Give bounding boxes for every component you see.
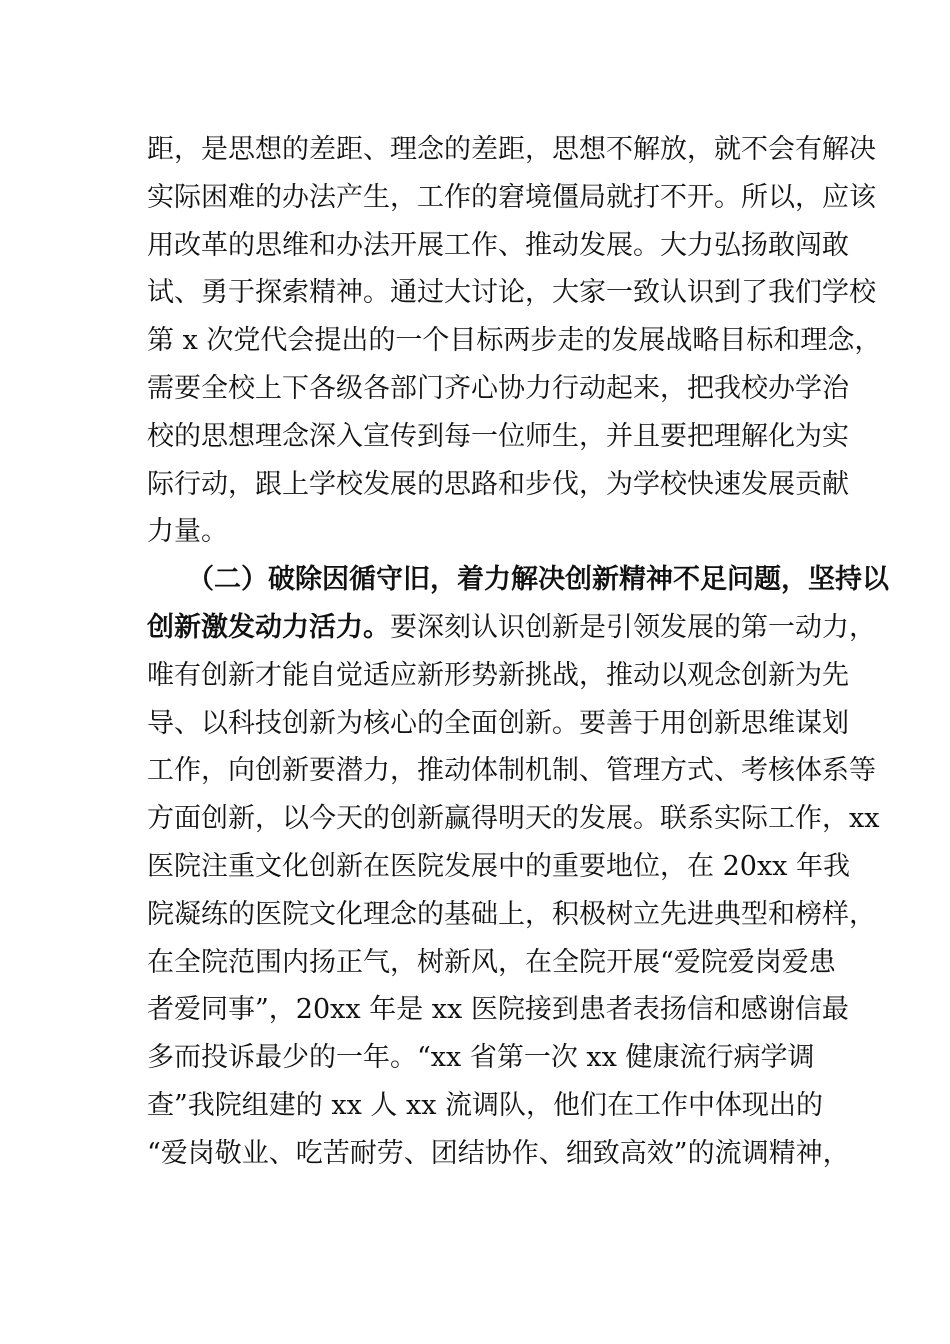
text-line: 第 x 次党代会提出的一个目标两步走的发展战略目标和理念， xyxy=(147,325,882,357)
text-line: 院凝练的医院文化理念的基础上，积极树立先进典型和榜样， xyxy=(147,898,876,930)
paragraph-2 xyxy=(147,556,889,1177)
text-line: 校的思想理念深入宣传到每一位师生，并且要把理解化为实 xyxy=(147,420,849,452)
section-heading-continued: 创新激发动力活力。 xyxy=(147,611,390,643)
text-line: 需要全校上下各级各部门齐心协力行动起来，把我校办学治 xyxy=(147,372,849,404)
paragraph-1 xyxy=(147,126,882,556)
text-line: 实际困难的办法产生，工作的窘境僵局就打不开。所以，应该 xyxy=(147,181,876,213)
text-line: 多而投诉最少的一年。“xx 省第一次 xx 健康流行病学调 xyxy=(147,1042,815,1074)
document-body xyxy=(147,126,889,1178)
text-run: 要深刻认识创新是引领发展的第一动力， xyxy=(390,611,876,643)
text-line: 查”我院组建的 xx 人 xx 流调队，他们在工作中体现出的 xyxy=(147,1089,824,1121)
text-line: 导、以科技创新为核心的全面创新。要善于用创新思维谋划 xyxy=(147,707,849,739)
text-line: 试、勇于探索精神。通过大讨论，大家一致认识到了我们学校 xyxy=(147,277,876,309)
text-line: 力量。 xyxy=(147,516,228,548)
text-line: “爱岗敬业、吃苦耐劳、团结协作、细致高效”的流调精神， xyxy=(147,1137,850,1169)
text-line: 方面创新，以今天的创新赢得明天的发展。联系实际工作，xx xyxy=(147,803,880,835)
text-line: 工作，向创新要潜力，推动体制机制、管理方式、考核体系等 xyxy=(147,755,876,787)
section-heading: （二）破除因循守旧，着力解决创新精神不足问题，坚持以 xyxy=(187,564,889,596)
text-line: 在全院范围内扬正气，树新风，在全院开展“爱院爱岗爱患 xyxy=(147,946,836,978)
text-line: 用改革的思维和办法开展工作、推动发展。大力弘扬敢闯敢 xyxy=(147,229,849,261)
text-line xyxy=(147,604,876,652)
text-line: 者爱同事”，20xx 年是 xx 医院接到患者表扬信和感谢信最 xyxy=(147,994,849,1026)
text-line: 距，是思想的差距、理念的差距，思想不解放，就不会有解决 xyxy=(147,134,876,165)
text-line: 际行动，跟上学校发展的思路和步伐，为学校快速发展贡献 xyxy=(147,468,849,500)
text-line: 唯有创新才能自觉适应新形势新挑战，推动以观念创新为先 xyxy=(147,659,849,691)
text-line: 医院注重文化创新在医院发展中的重要地位，在 20xx 年我 xyxy=(147,850,850,882)
